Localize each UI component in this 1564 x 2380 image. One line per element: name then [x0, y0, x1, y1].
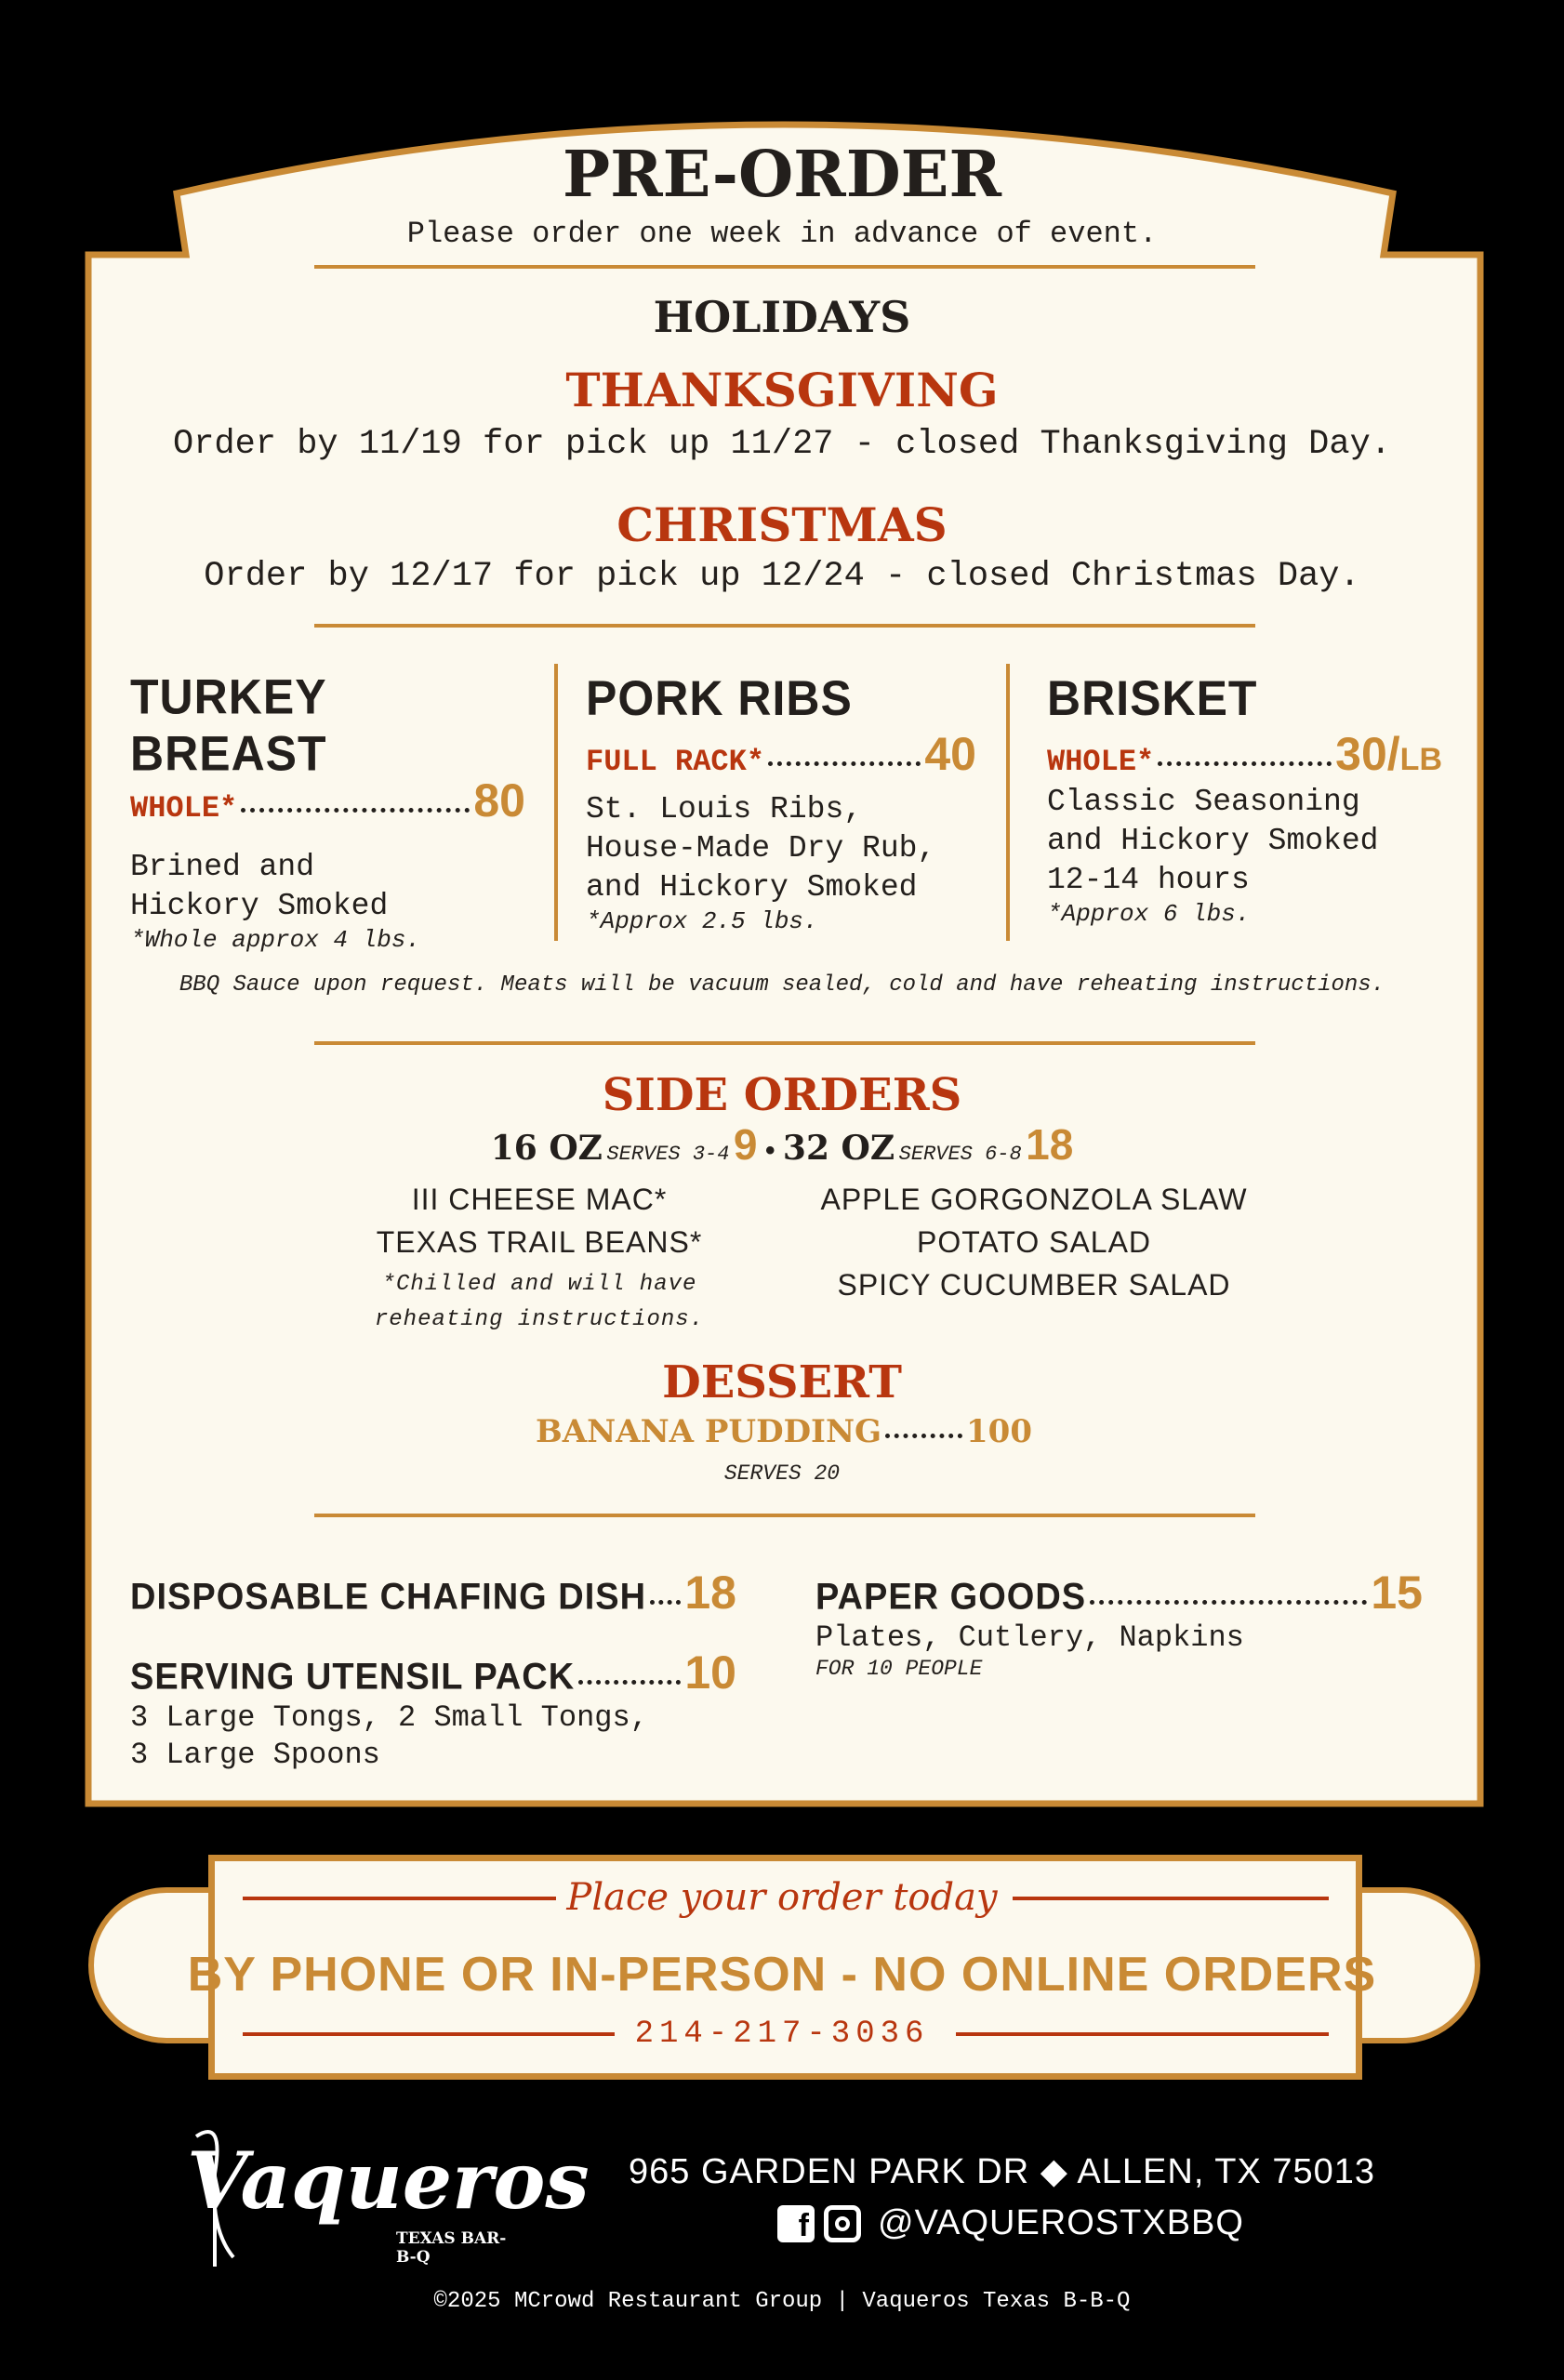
meat-size: FULL RACK*: [586, 745, 765, 779]
dot-leader: [885, 1434, 962, 1438]
meat-desc-line: and Hickory Smoked: [1047, 824, 1379, 858]
meat-price: 30/: [1335, 728, 1400, 780]
meat-desc-line: Classic Seasoning: [1047, 785, 1360, 819]
sides-pricing: [0, 1119, 1564, 1170]
meat-desc-line: 12-14 hours: [1047, 863, 1250, 897]
christmas-title: CHRISTMAS: [616, 497, 948, 552]
logo-subtext: TEXAS BAR-B-Q: [396, 2229, 507, 2267]
extra-note: FOR 10 PEOPLE: [815, 1657, 983, 1681]
meat-price-unit: LB: [1399, 742, 1442, 777]
dessert-serves: SERVES 20: [723, 1461, 841, 1486]
meat-name: BRISKET: [1047, 670, 1258, 726]
sides-heading: SIDE ORDERS: [602, 1069, 962, 1121]
vaqueros-logo: [159, 2118, 590, 2267]
sides-left: [307, 1178, 772, 1338]
extra-desc: 3 Large Tongs, 2 Small Tongs,: [130, 1700, 648, 1735]
serves-label: SERVES 6-8: [898, 1143, 1022, 1166]
dessert-item: [536, 1413, 1032, 1450]
meat-turkey: [130, 671, 525, 954]
side-note: *Chilled and will have: [381, 1272, 697, 1297]
dot-leader: [1158, 761, 1332, 766]
side-price: 18: [1026, 1120, 1074, 1169]
meat-price: 80: [473, 774, 525, 826]
meat-desc-line: and Hickory Smoked: [586, 870, 918, 905]
phone-number[interactable]: 214-217-3036: [634, 2016, 930, 2052]
facebook-icon[interactable]: f: [777, 2205, 815, 2242]
meat-brisket: [1047, 671, 1442, 928]
side-item: III CHEESE MAC*: [411, 1183, 668, 1216]
instagram-icon[interactable]: [824, 2205, 861, 2242]
dessert-heading: DESSERT: [662, 1356, 902, 1408]
logo-text: Vaqueros: [187, 2135, 590, 2227]
thanksgiving-text: Order by 11/19 for pick up 11/27 - closed Thanksgiving Day.: [172, 425, 1391, 464]
extra-desc: 3 Large Spoons: [130, 1738, 380, 1772]
divider: [314, 1514, 1255, 1517]
christmas-text: Order by 12/17 for pick up 12/24 - closed Christmas Day.: [204, 557, 1360, 596]
extra-paper: [815, 1566, 1423, 1681]
meat-ribs: [586, 671, 976, 935]
meat-note: *Whole approx 4 lbs.: [130, 926, 421, 954]
copyright: ©2025 MCrowd Restaurant Group | Vaqueros Texas B-B-Q: [433, 2289, 1131, 2314]
sides-right: [783, 1178, 1285, 1306]
dessert-name: BANANA PUDDING: [536, 1413, 882, 1450]
extra-name: PAPER GOODS: [815, 1576, 1087, 1619]
meat-desc-line: Brined and: [130, 850, 315, 884]
dot-leader: [650, 1600, 681, 1605]
separator: •: [764, 1135, 775, 1166]
divider: [314, 265, 1255, 269]
dot-leader: [1090, 1600, 1367, 1605]
subtitle: Please order one week in advance of event.: [406, 217, 1158, 251]
extra-name: SERVING UTENSIL PACK: [130, 1656, 576, 1699]
extra-price: 10: [684, 1646, 736, 1699]
side-item: APPLE GORGONZOLA SLAW: [820, 1183, 1248, 1216]
side-item: SPICY CUCUMBER SALAD: [837, 1268, 1231, 1302]
side-note: reheating instructions.: [374, 1307, 705, 1332]
dot-leader: [768, 761, 921, 766]
banner-script: Place your order today: [566, 1876, 998, 1919]
size-label: 32 OZ: [782, 1129, 895, 1168]
dot-leader: [241, 808, 470, 813]
side-item: POTATO SALAD: [916, 1225, 1152, 1259]
size-label: 16 OZ: [490, 1129, 603, 1168]
extra-chafing: [130, 1566, 736, 1620]
extra-utensil: [130, 1646, 736, 1774]
meat-size: WHOLE*: [130, 791, 238, 826]
address: 965 GARDEN PARK DR ◆ ALLEN, TX 75013: [629, 2152, 1376, 2191]
page-title: PRE-ORDER: [562, 138, 1001, 212]
meat-note: *Approx 6 lbs.: [1047, 900, 1251, 928]
column-divider: [554, 664, 558, 941]
holidays-heading: HOLIDAYS: [653, 292, 911, 342]
side-price: 9: [733, 1120, 758, 1169]
serves-label: SERVES 3-4: [606, 1143, 730, 1166]
meat-price: 40: [924, 728, 976, 780]
column-divider: [1006, 664, 1010, 941]
meat-size: WHOLE*: [1047, 745, 1155, 779]
side-item: TEXAS TRAIL BEANS*: [376, 1225, 703, 1259]
meat-note-general: BBQ Sauce upon request. Meats will be vacuum sealed, cold and have reheating instructions.: [179, 972, 1385, 998]
meat-name: PORK RIBS: [586, 670, 853, 726]
divider: [314, 624, 1255, 628]
social-handle[interactable]: @VAQUEROSTXBBQ: [878, 2203, 1244, 2242]
dot-leader: [578, 1680, 681, 1685]
extra-price: 18: [684, 1567, 736, 1619]
meat-desc-line: Hickory Smoked: [130, 889, 389, 923]
banner-main: BY PHONE OR IN-PERSON - NO ONLINE ORDERS: [187, 1948, 1377, 2002]
meat-desc-line: House-Made Dry Rub,: [586, 831, 936, 866]
extra-name: DISPOSABLE CHAFING DISH: [130, 1576, 647, 1619]
dessert-price: 100: [966, 1413, 1032, 1450]
extra-price: 15: [1371, 1567, 1423, 1619]
meat-desc-line: St. Louis Ribs,: [586, 792, 863, 826]
meat-name: TURKEY BREAST: [130, 669, 327, 781]
thanksgiving-title: THANKSGIVING: [565, 363, 999, 417]
divider: [314, 1041, 1255, 1045]
social: [777, 2203, 1244, 2243]
extra-desc: Plates, Cutlery, Napkins: [815, 1620, 1244, 1655]
meat-note: *Approx 2.5 lbs.: [586, 907, 818, 935]
